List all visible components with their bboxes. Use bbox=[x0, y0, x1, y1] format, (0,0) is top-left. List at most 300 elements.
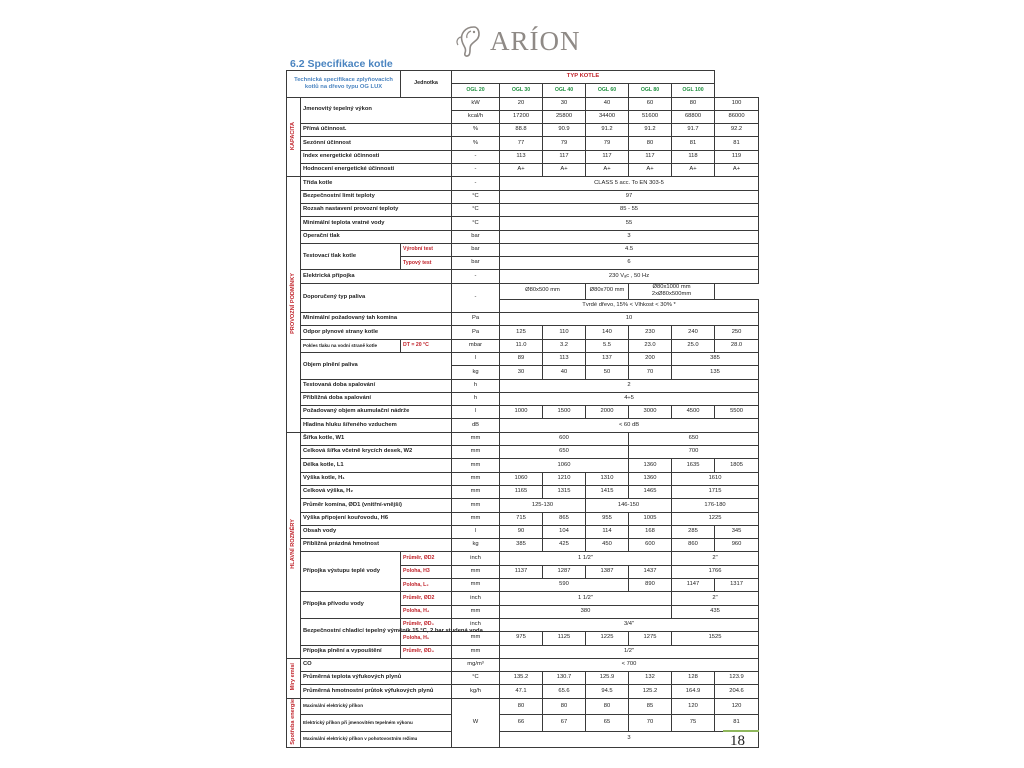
table-row bbox=[287, 97, 759, 110]
value-cell: 590 bbox=[500, 579, 629, 592]
row-label: Index energetické účinnosti bbox=[301, 150, 452, 163]
value-cell: 146-150 bbox=[586, 499, 672, 512]
value-cell: 164.9 bbox=[672, 685, 715, 698]
value-cell: Tvrdé dřevo, 15% < Vlhkost < 30% * bbox=[500, 299, 759, 312]
value-cell-fuel bbox=[629, 283, 715, 299]
value-cell: 1 1/2" bbox=[500, 592, 672, 605]
value-cell: 4÷5 bbox=[500, 392, 759, 405]
row-label: Celková šířka včetně krycích desek, W2 bbox=[301, 446, 452, 459]
value-cell: 1137 bbox=[500, 565, 543, 578]
value-cell: 80 bbox=[629, 137, 672, 150]
value-cell: 132 bbox=[629, 672, 672, 685]
value-cell: 1360 bbox=[629, 472, 672, 485]
row-unit: mbar bbox=[452, 339, 500, 352]
value-cell: < 60 dB bbox=[500, 419, 759, 432]
value-cell: 135 bbox=[672, 366, 759, 379]
value-cell: 65.6 bbox=[543, 685, 586, 698]
row-label: Maximální elektrický příkon bbox=[301, 698, 452, 714]
value-cell: A+ bbox=[715, 164, 759, 177]
value-cell: 1287 bbox=[543, 565, 586, 578]
row-unit: mm bbox=[452, 432, 500, 445]
value-cell: 5500 bbox=[715, 406, 759, 419]
value-cell: 600 bbox=[629, 539, 672, 552]
row-label: Odpor plynové strany kotle bbox=[301, 326, 452, 339]
value-cell: 1225 bbox=[672, 512, 759, 525]
value-cell: < 700 bbox=[500, 658, 759, 671]
header-model: OGL 60 bbox=[586, 84, 629, 97]
row-unit: bar bbox=[452, 230, 500, 243]
row-label: Testovaná doba spalování bbox=[301, 379, 452, 392]
table-row bbox=[287, 283, 759, 299]
row-label: Sezónní účinnost bbox=[301, 137, 452, 150]
value-cell: 130.7 bbox=[543, 672, 586, 685]
value-cell: 715 bbox=[500, 512, 543, 525]
value-cell: 6 bbox=[500, 257, 759, 270]
value-cell: 110 bbox=[543, 326, 586, 339]
table-row bbox=[287, 658, 759, 671]
value-cell: 250 bbox=[715, 326, 759, 339]
row-label: Šířka kotle, W1 bbox=[301, 432, 452, 445]
table-row bbox=[287, 446, 759, 459]
value-cell: 91.2 bbox=[629, 124, 672, 137]
value-cell: 125 bbox=[500, 326, 543, 339]
row-unit: mm bbox=[452, 512, 500, 525]
table-row bbox=[287, 379, 759, 392]
value-cell: 890 bbox=[629, 579, 672, 592]
value-cell: 1210 bbox=[543, 472, 586, 485]
table-row bbox=[287, 71, 759, 84]
row-label: Maximální elektrický příkon v pohotovostním režimu bbox=[301, 731, 452, 747]
value-cell: 104 bbox=[543, 525, 586, 538]
row-label: Elektrický příkon při jmenovitém tepelném výkonu bbox=[301, 715, 452, 731]
table-row bbox=[287, 512, 759, 525]
value-cell: 113 bbox=[500, 150, 543, 163]
value-cell: A+ bbox=[629, 164, 672, 177]
table-row bbox=[287, 137, 759, 150]
value-cell: 123.9 bbox=[715, 672, 759, 685]
row-label: Přibližná prázdná hmotnost bbox=[301, 539, 452, 552]
value-cell: 65 bbox=[586, 715, 629, 731]
row-label: Průměrná teplota výfukových plynů bbox=[301, 672, 452, 685]
row-unit: mm bbox=[452, 605, 500, 618]
value-cell: 1415 bbox=[586, 485, 629, 498]
row-sublabel: Průměr, ØD2 bbox=[401, 592, 452, 605]
table-row bbox=[287, 392, 759, 405]
row-label: Výška kotle, H₁ bbox=[301, 472, 452, 485]
table-row bbox=[287, 672, 759, 685]
row-label: Hodnocení energetické účinnosti bbox=[301, 164, 452, 177]
row-label: Testovací tlak kotle bbox=[301, 243, 401, 270]
value-cell: 4.5 bbox=[500, 243, 759, 256]
value-cell: 1310 bbox=[586, 472, 629, 485]
value-cell: 117 bbox=[629, 150, 672, 163]
value-cell: 47.1 bbox=[500, 685, 543, 698]
row-unit: °C bbox=[452, 672, 500, 685]
spec-table bbox=[286, 70, 759, 748]
row-unit: dB bbox=[452, 419, 500, 432]
row-label: Délka kotle, L1 bbox=[301, 459, 452, 472]
section-label bbox=[287, 658, 301, 698]
table-row bbox=[287, 177, 759, 190]
section-heading: 6.2 Specifikace kotle bbox=[290, 58, 393, 70]
value-cell: 77 bbox=[500, 137, 543, 150]
value-cell: 85 - 55 bbox=[500, 203, 759, 216]
row-label: Objem plnění paliva bbox=[301, 353, 452, 380]
table-row bbox=[287, 243, 759, 256]
value-cell: 955 bbox=[586, 512, 629, 525]
row-unit: kg bbox=[452, 366, 500, 379]
table-row bbox=[287, 525, 759, 538]
value-cell: 114 bbox=[586, 525, 629, 538]
table-row bbox=[287, 698, 759, 714]
row-label: Třída kotle bbox=[301, 177, 452, 190]
table-row bbox=[287, 313, 759, 326]
row-label: Elektrická přípojka bbox=[301, 270, 452, 283]
row-unit: mm bbox=[452, 579, 500, 592]
value-cell: 230 Vₐc , 50 Hz bbox=[500, 270, 759, 283]
row-unit: - bbox=[452, 283, 500, 312]
footer-rule bbox=[723, 730, 759, 732]
value-cell: 600 bbox=[500, 432, 629, 445]
row-sublabel: Průměr, ØD2 bbox=[401, 552, 452, 565]
value-cell: 40 bbox=[543, 366, 586, 379]
value-cell: 204.6 bbox=[715, 685, 759, 698]
row-sublabel: DT = 20 °C bbox=[401, 339, 452, 352]
value-cell: 650 bbox=[500, 446, 629, 459]
row-label: Rozsah nastavení provozní teploty bbox=[301, 203, 452, 216]
value-cell: 117 bbox=[586, 150, 629, 163]
row-unit: - bbox=[452, 177, 500, 190]
section-label-text: KAPACITA bbox=[289, 121, 296, 150]
value-cell: 3000 bbox=[629, 406, 672, 419]
section-label-text: Spotřeba energie bbox=[289, 698, 296, 745]
value-cell: A+ bbox=[500, 164, 543, 177]
table-row bbox=[287, 618, 759, 631]
table-row bbox=[287, 217, 759, 230]
value-cell: 385 bbox=[500, 539, 543, 552]
value-cell: 55 bbox=[500, 217, 759, 230]
value-cell: 5.5 bbox=[586, 339, 629, 352]
value-cell: 66 bbox=[500, 715, 543, 731]
row-unit: mm bbox=[452, 459, 500, 472]
value-cell: 80 bbox=[672, 97, 715, 110]
row-unit: Pa bbox=[452, 326, 500, 339]
row-sublabel: Typový test bbox=[401, 257, 452, 270]
row-sublabel: Poloha, H₅ bbox=[401, 632, 452, 645]
value-cell: 51600 bbox=[629, 110, 672, 123]
row-unit: mm bbox=[452, 499, 500, 512]
row-unit: W bbox=[452, 698, 500, 747]
value-cell: 79 bbox=[586, 137, 629, 150]
value-cell: 1125 bbox=[543, 632, 586, 645]
table-row bbox=[287, 539, 759, 552]
value-cell: 1805 bbox=[715, 459, 759, 472]
table-row bbox=[287, 715, 759, 731]
value-cell: Ø80x700 mm bbox=[586, 283, 629, 299]
value-cell: 40 bbox=[586, 97, 629, 110]
row-unit: mm bbox=[452, 645, 500, 658]
value-cell: 25.0 bbox=[672, 339, 715, 352]
row-unit: - bbox=[452, 150, 500, 163]
row-unit: kcal/h bbox=[452, 110, 500, 123]
row-label: Celková výška, H₂ bbox=[301, 485, 452, 498]
row-unit: l bbox=[452, 525, 500, 538]
value-cell: 1060 bbox=[500, 459, 629, 472]
row-sublabel: Poloha, H₄ bbox=[401, 605, 452, 618]
table-row bbox=[287, 230, 759, 243]
value-cell: 200 bbox=[629, 353, 672, 366]
row-unit: inch bbox=[452, 552, 500, 565]
value-cell: 860 bbox=[672, 539, 715, 552]
value-cell: 1/2" bbox=[500, 645, 759, 658]
table-row bbox=[287, 150, 759, 163]
value-cell: 125.2 bbox=[629, 685, 672, 698]
section-label bbox=[287, 177, 301, 432]
value-cell: 80 bbox=[500, 698, 543, 714]
table-row bbox=[287, 645, 759, 658]
value-cell: 135.2 bbox=[500, 672, 543, 685]
value-cell: 81 bbox=[715, 715, 759, 731]
value-cell: 70 bbox=[629, 366, 672, 379]
row-label: Bezpečnostní limit teploty bbox=[301, 190, 452, 203]
value-cell: 68800 bbox=[672, 110, 715, 123]
value-cell: 80 bbox=[586, 698, 629, 714]
row-label: Obsah vody bbox=[301, 525, 452, 538]
section-label bbox=[287, 432, 301, 658]
header-typ-kotle: TYP KOTLE bbox=[452, 71, 715, 84]
value-cell: 89 bbox=[500, 353, 543, 366]
value-cell: 1387 bbox=[586, 565, 629, 578]
table-row bbox=[287, 592, 759, 605]
row-unit: - bbox=[452, 164, 500, 177]
table-row bbox=[287, 485, 759, 498]
value-line: 2xØ80x500mm bbox=[651, 291, 692, 298]
value-cell: 23.0 bbox=[629, 339, 672, 352]
value-cell: 176-180 bbox=[672, 499, 759, 512]
value-cell: 975 bbox=[500, 632, 543, 645]
table-row bbox=[287, 419, 759, 432]
value-cell: 60 bbox=[629, 97, 672, 110]
row-sublabel: Výrobní test bbox=[401, 243, 452, 256]
value-cell: 650 bbox=[629, 432, 759, 445]
table-row bbox=[287, 499, 759, 512]
value-cell: 20 bbox=[500, 97, 543, 110]
value-cell: 1060 bbox=[500, 472, 543, 485]
value-cell: 1 1/2" bbox=[500, 552, 672, 565]
table-row bbox=[287, 164, 759, 177]
row-label: Přímá účinnost. bbox=[301, 124, 452, 137]
value-cell: 81 bbox=[672, 137, 715, 150]
value-cell: 125.9 bbox=[586, 672, 629, 685]
header-unit-label: Jednotka bbox=[401, 71, 452, 98]
row-unit: h bbox=[452, 392, 500, 405]
row-label: Výška připojení kouřovodu, H6 bbox=[301, 512, 452, 525]
row-label: Pokles tlaku na vodní straně kotle bbox=[301, 339, 401, 352]
value-cell: 118 bbox=[672, 150, 715, 163]
value-cell: 91.7 bbox=[672, 124, 715, 137]
section-label-text: PROVOZNÍ PODMÍNKY bbox=[289, 272, 296, 334]
value-cell: 30 bbox=[500, 366, 543, 379]
value-cell: 1525 bbox=[672, 632, 759, 645]
value-cell: 1005 bbox=[629, 512, 672, 525]
value-cell: A+ bbox=[672, 164, 715, 177]
value-cell: 85 bbox=[629, 698, 672, 714]
table-row bbox=[287, 472, 759, 485]
value-cell: Ø80x500 mm bbox=[500, 283, 586, 299]
value-cell: 80 bbox=[543, 698, 586, 714]
value-cell: 700 bbox=[629, 446, 759, 459]
row-label: Jmenovitý tepelný výkon bbox=[301, 97, 452, 124]
value-cell: 91.2 bbox=[586, 124, 629, 137]
value-cell: 90 bbox=[500, 525, 543, 538]
value-cell: 140 bbox=[586, 326, 629, 339]
value-cell: 11.0 bbox=[500, 339, 543, 352]
value-cell: 3.2 bbox=[543, 339, 586, 352]
value-cell: 450 bbox=[586, 539, 629, 552]
row-sublabel: Průměr, ØD₄ bbox=[401, 645, 452, 658]
value-cell: 34400 bbox=[586, 110, 629, 123]
row-label: Požadovaný objem akumulační nádrže bbox=[301, 406, 452, 419]
value-cell: 1360 bbox=[629, 459, 672, 472]
value-cell: 1000 bbox=[500, 406, 543, 419]
table-row bbox=[287, 339, 759, 352]
table-row bbox=[287, 190, 759, 203]
value-cell: 1437 bbox=[629, 565, 672, 578]
value-cell: 3/4" bbox=[500, 618, 759, 631]
row-unit: inch bbox=[452, 618, 500, 631]
value-cell: 10 bbox=[500, 313, 759, 326]
value-cell: A+ bbox=[586, 164, 629, 177]
table-row bbox=[287, 353, 759, 366]
table-row bbox=[287, 731, 759, 747]
section-label-text: Míry emisí bbox=[289, 663, 296, 691]
row-unit: - bbox=[452, 270, 500, 283]
value-cell: 30 bbox=[543, 97, 586, 110]
table-row bbox=[287, 326, 759, 339]
header-model: OGL 20 bbox=[452, 84, 500, 97]
value-cell: 17200 bbox=[500, 110, 543, 123]
value-cell: 28.0 bbox=[715, 339, 759, 352]
row-unit: kW bbox=[452, 97, 500, 110]
value-cell: 2" bbox=[672, 592, 759, 605]
seahorse-emblem-icon bbox=[452, 23, 488, 59]
value-cell: 385 bbox=[672, 353, 759, 366]
row-unit: l bbox=[452, 406, 500, 419]
value-cell: 3 bbox=[500, 230, 759, 243]
header-model: OGL 80 bbox=[629, 84, 672, 97]
value-cell: 113 bbox=[543, 353, 586, 366]
brand-logo-text: ARÍON bbox=[490, 25, 581, 56]
value-cell: 128 bbox=[672, 672, 715, 685]
value-cell: 3 bbox=[500, 731, 759, 747]
header-model: OGL 30 bbox=[500, 84, 543, 97]
section-label bbox=[287, 698, 301, 747]
header-model: OGL 100 bbox=[672, 84, 715, 97]
value-cell: 2 bbox=[500, 379, 759, 392]
row-unit: bar bbox=[452, 243, 500, 256]
row-label: CO bbox=[301, 658, 452, 671]
value-cell: 1766 bbox=[672, 565, 759, 578]
value-line: Ø80x1000 mm bbox=[652, 283, 691, 290]
section-label-text: HLAVNÍ ROZMĚRY bbox=[289, 519, 296, 569]
value-cell: 1500 bbox=[543, 406, 586, 419]
row-label: Přípojka přívodu vody bbox=[301, 592, 401, 619]
value-cell: 1715 bbox=[672, 485, 759, 498]
row-sublabel: Poloha, H3 bbox=[401, 565, 452, 578]
table-row bbox=[287, 432, 759, 445]
table-row bbox=[287, 459, 759, 472]
row-unit: bar bbox=[452, 257, 500, 270]
value-cell: 168 bbox=[629, 525, 672, 538]
row-label: Hladina hluku šířeného vzduchem bbox=[301, 419, 452, 432]
row-unit: % bbox=[452, 137, 500, 150]
value-cell: 1165 bbox=[500, 485, 543, 498]
row-unit: °C bbox=[452, 203, 500, 216]
value-cell: 120 bbox=[672, 698, 715, 714]
table-row bbox=[287, 552, 759, 565]
row-unit: mm bbox=[452, 485, 500, 498]
row-label: Minimální požadovaný tah komína bbox=[301, 313, 452, 326]
value-cell: 125-130 bbox=[500, 499, 586, 512]
value-cell: 1465 bbox=[629, 485, 672, 498]
row-unit: Pa bbox=[452, 313, 500, 326]
value-cell: 230 bbox=[629, 326, 672, 339]
row-sublabel: Průměr, ØD₃ bbox=[401, 618, 452, 631]
value-cell: 865 bbox=[543, 512, 586, 525]
value-cell: 94.5 bbox=[586, 685, 629, 698]
value-cell: 1635 bbox=[672, 459, 715, 472]
value-cell: 81 bbox=[715, 137, 759, 150]
value-cell: 75 bbox=[672, 715, 715, 731]
row-unit: h bbox=[452, 379, 500, 392]
table-row bbox=[287, 270, 759, 283]
row-unit: l bbox=[452, 353, 500, 366]
row-label: Průměr komína, ØD1 (vnitřní-vnější) bbox=[301, 499, 452, 512]
value-cell: 137 bbox=[586, 353, 629, 366]
value-cell: 2000 bbox=[586, 406, 629, 419]
page-number: 18 bbox=[730, 733, 745, 749]
value-cell: 117 bbox=[543, 150, 586, 163]
row-label: Doporučený typ paliva bbox=[301, 283, 452, 312]
row-sublabel: Poloha, L₂ bbox=[401, 579, 452, 592]
value-cell: 1315 bbox=[543, 485, 586, 498]
row-unit: mm bbox=[452, 446, 500, 459]
value-cell: 86000 bbox=[715, 110, 759, 123]
table-row bbox=[287, 685, 759, 698]
value-cell: 240 bbox=[672, 326, 715, 339]
row-label: Minimální teplota vratné vody bbox=[301, 217, 452, 230]
value-cell: CLASS 5 acc. To EN 303-5 bbox=[500, 177, 759, 190]
value-cell: 1225 bbox=[586, 632, 629, 645]
row-unit: mm bbox=[452, 565, 500, 578]
row-label: Přípojka výstupu teplé vody bbox=[301, 552, 401, 592]
value-cell: 25800 bbox=[543, 110, 586, 123]
value-cell: 67 bbox=[543, 715, 586, 731]
value-cell: 1147 bbox=[672, 579, 715, 592]
value-cell: 50 bbox=[586, 366, 629, 379]
row-unit: % bbox=[452, 124, 500, 137]
value-cell: 119 bbox=[715, 150, 759, 163]
value-cell: 1610 bbox=[672, 472, 759, 485]
value-cell: 960 bbox=[715, 539, 759, 552]
header-title: Technická specifikace zplyňovacích kotlů na dřevo typu OG LUX bbox=[287, 71, 401, 98]
row-unit: kg bbox=[452, 539, 500, 552]
value-cell: 100 bbox=[715, 97, 759, 110]
value-cell: 1275 bbox=[629, 632, 672, 645]
value-cell: 79 bbox=[543, 137, 586, 150]
row-label: Přibližná doba spalování bbox=[301, 392, 452, 405]
row-unit: mg/m³ bbox=[452, 658, 500, 671]
